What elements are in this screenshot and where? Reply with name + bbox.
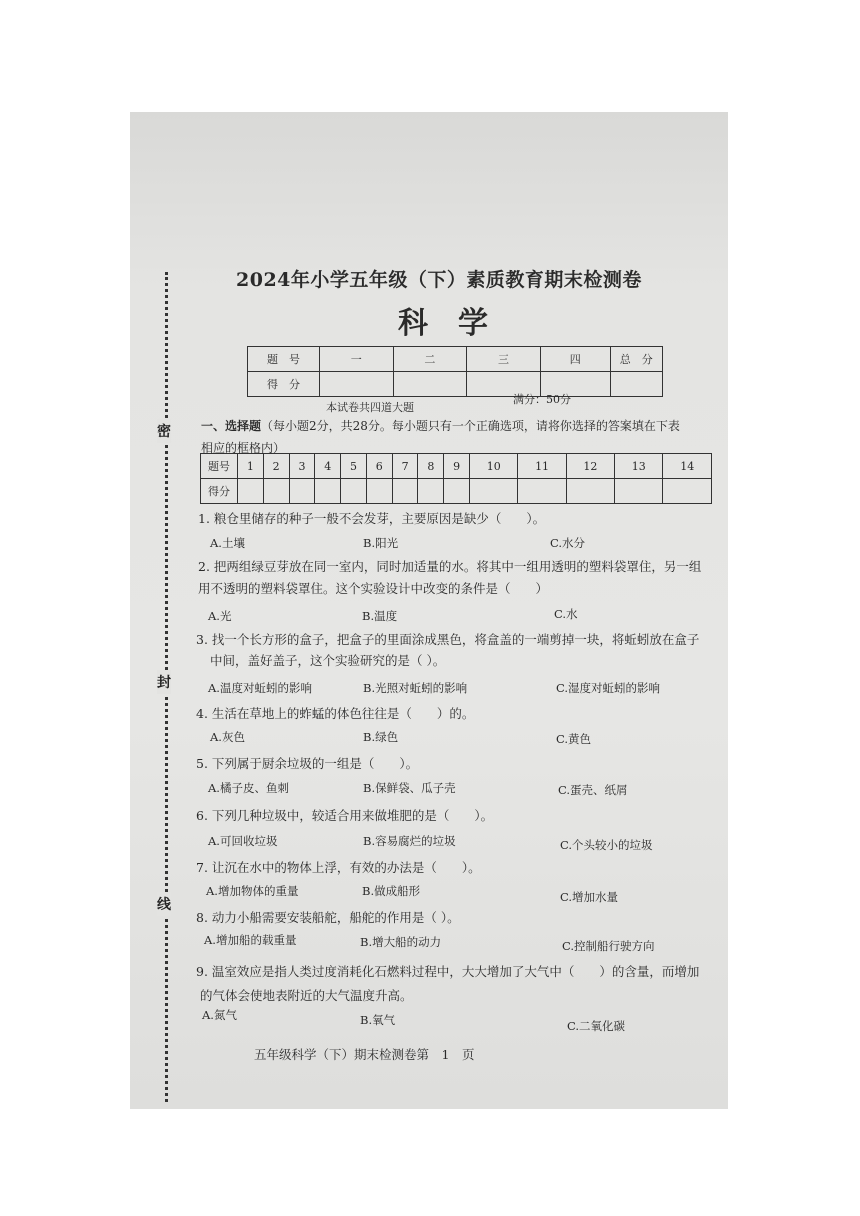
answer-grid-number: 1 <box>238 454 264 479</box>
q6-option-b: B.容易腐烂的垃圾 <box>363 834 456 848</box>
q8-option-c: C.控制船行驶方向 <box>562 939 655 953</box>
answer-grid-number: 12 <box>566 454 614 479</box>
q8-option-b: B.增大船的动力 <box>360 935 442 949</box>
full-marks: 满分：50分 <box>513 393 571 406</box>
q4-option-b: B.绿色 <box>363 730 399 744</box>
q8-option-a: A.增加船的载重量 <box>204 933 297 947</box>
answer-grid-number: 10 <box>470 454 518 479</box>
q7-option-a: A.增加物体的重量 <box>206 884 299 898</box>
question-3: 3. 找一个长方形的盒子，把盒子的里面涂成黑色，将盒盖的一端剪掉一块，将蚯蚓放在盒子 <box>196 632 700 647</box>
q7-option-b: B.做成船形 <box>362 884 421 898</box>
q5-option-c: C.蛋壳、纸屑 <box>558 783 628 797</box>
exam-note: 本试卷共四道大题 <box>326 401 414 414</box>
question-9: 9. 温室效应是指人类过度消耗化石燃料过程中，大大增加了大气中（ ）的含量，而增加 <box>196 964 700 979</box>
q1-option-b: B.阳光 <box>363 536 399 550</box>
answer-grid-number: 5 <box>341 454 367 479</box>
q3-option-b: B.光照对蚯蚓的影响 <box>363 681 468 695</box>
answer-grid-number: 11 <box>518 454 566 479</box>
q3-option-a: A.温度对蚯蚓的影响 <box>208 681 312 695</box>
answer-cell[interactable] <box>566 479 614 504</box>
score-header-4: 四 <box>540 347 610 372</box>
binding-mark-xian: 线 <box>157 892 171 916</box>
answer-grid-number: 9 <box>444 454 470 479</box>
answer-cell[interactable] <box>366 479 392 504</box>
question-5: 5. 下列属于厨余垃圾的一组是（ ）。 <box>196 756 419 771</box>
score-cell[interactable] <box>319 372 393 397</box>
answer-cell[interactable] <box>238 479 264 504</box>
q2-option-b: B.温度 <box>362 609 398 623</box>
question-2: 2. 把两组绿豆芽放在同一室内，同时加适量的水。将其中一组用透明的塑料袋罩住，另一组 <box>198 559 702 574</box>
q9-option-b: B.氧气 <box>360 1013 396 1027</box>
score-header-3: 三 <box>467 347 541 372</box>
answer-grid-number: 13 <box>615 454 663 479</box>
binding-mark-mi: 密 <box>157 419 171 443</box>
answer-cell[interactable] <box>615 479 663 504</box>
answer-cell[interactable] <box>663 479 712 504</box>
answer-grid-number: 14 <box>663 454 712 479</box>
answer-grid-number: 8 <box>418 454 444 479</box>
answer-grid-number: 4 <box>315 454 341 479</box>
q9-option-c: C.二氧化碳 <box>567 1019 626 1033</box>
answer-cell[interactable] <box>470 479 518 504</box>
q2-option-a: A.光 <box>208 609 232 623</box>
exam-title: 2024年小学五年级（下）素质教育期末检测卷 <box>236 269 642 291</box>
score-cell[interactable] <box>610 372 662 397</box>
answer-grid-number: 2 <box>263 454 289 479</box>
score-header-1: 一 <box>319 347 393 372</box>
score-header-label: 题 号 <box>248 347 320 372</box>
q4-option-a: A.灰色 <box>210 730 245 744</box>
q9-option-a: A.氮气 <box>202 1008 237 1022</box>
answer-cell[interactable] <box>418 479 444 504</box>
answer-grid-row-label: 题号 <box>201 454 238 479</box>
answer-grid <box>200 453 712 504</box>
section-instruction-cont: 相应的框格内） <box>201 441 286 455</box>
q7-option-c: C.增加水量 <box>560 890 619 904</box>
answer-grid-score-label: 得分 <box>201 479 238 504</box>
question-2-cont: 用不透明的塑料袋罩住。这个实验设计中改变的条件是（ ） <box>198 581 549 596</box>
q4-option-c: C.黄色 <box>556 732 592 746</box>
answer-grid-number: 3 <box>289 454 315 479</box>
question-3-cont: 中间，盖好盖子，这个实验研究的是（ ）。 <box>210 653 446 668</box>
question-4: 4. 生活在草地上的蚱蜢的体色往往是（ ）的。 <box>196 706 475 721</box>
subject-title: 科学 <box>398 306 518 341</box>
q6-option-a: A.可回收垃圾 <box>208 834 278 848</box>
section-instruction <box>201 417 680 434</box>
question-7: 7. 让沉在水中的物体上浮，有效的办法是（ ）。 <box>196 860 481 875</box>
answer-cell[interactable] <box>341 479 367 504</box>
page-footer: 五年级科学（下）期末检测卷第 1 页 <box>254 1047 475 1062</box>
q5-option-a: A.橘子皮、鱼刺 <box>208 781 289 795</box>
answer-cell[interactable] <box>289 479 315 504</box>
q3-option-c: C.湿度对蚯蚓的影响 <box>556 681 661 695</box>
score-cell[interactable] <box>393 372 467 397</box>
q1-option-c: C.水分 <box>550 536 586 550</box>
question-6: 6. 下列几种垃圾中，较适合用来做堆肥的是（ ）。 <box>196 808 494 823</box>
question-1: 1. 粮仓里储存的种子一般不会发芽，主要原因是缺少（ ）。 <box>198 511 546 526</box>
q1-option-a: A.土壤 <box>210 536 245 550</box>
binding-mark-feng: 封 <box>157 670 171 694</box>
answer-cell[interactable] <box>392 479 418 504</box>
section-heading: 一、选择题 <box>201 419 262 433</box>
answer-cell[interactable] <box>263 479 289 504</box>
q2-option-c: C.水 <box>554 607 578 621</box>
answer-cell[interactable] <box>444 479 470 504</box>
answer-grid-number: 6 <box>366 454 392 479</box>
exam-paper <box>130 112 728 1109</box>
section-instruction-text: （每小题2分，共28分。每小题只有一个正确选项，请将你选择的答案填在下表 <box>261 419 680 433</box>
answer-grid-number: 7 <box>392 454 418 479</box>
q5-option-b: B.保鲜袋、瓜子壳 <box>363 781 456 795</box>
score-header-total: 总 分 <box>610 347 662 372</box>
score-row-label: 得 分 <box>248 372 320 397</box>
score-table <box>247 346 663 397</box>
answer-cell[interactable] <box>518 479 566 504</box>
q6-option-c: C.个头较小的垃圾 <box>560 838 653 852</box>
question-9-cont: 的气体会使地表附近的大气温度升高。 <box>200 988 413 1003</box>
question-8: 8. 动力小船需要安装船舵，船舵的作用是（ ）。 <box>196 910 460 925</box>
score-header-2: 二 <box>393 347 467 372</box>
answer-cell[interactable] <box>315 479 341 504</box>
